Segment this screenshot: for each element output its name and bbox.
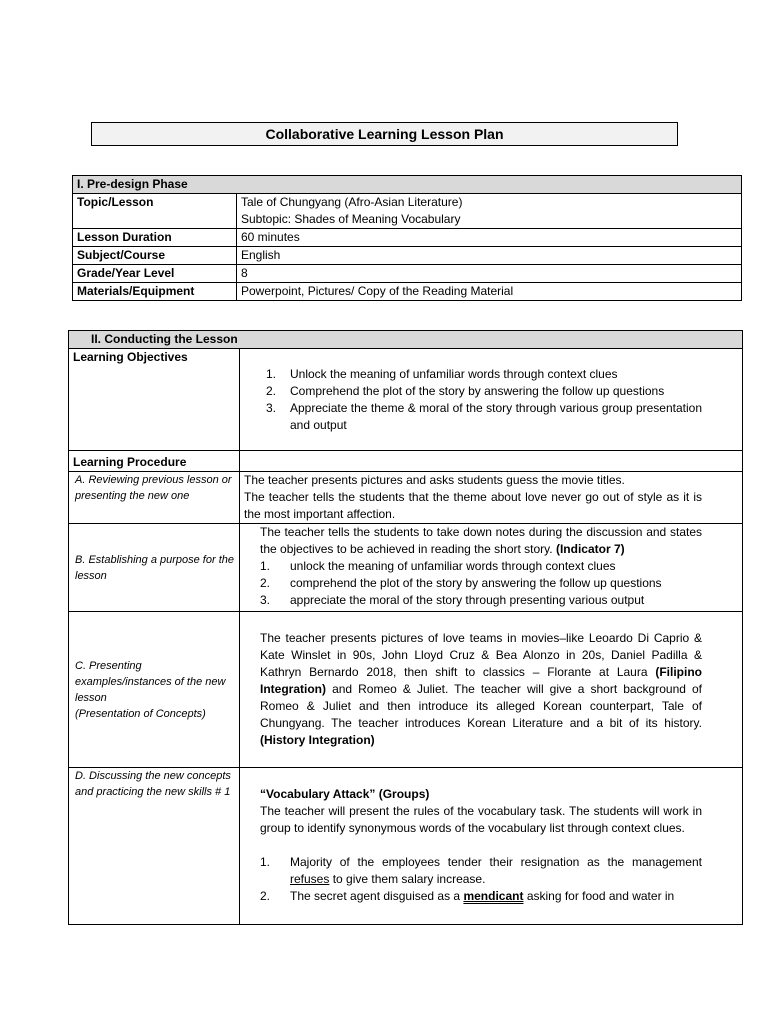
procedure-label: Learning Procedure <box>69 451 240 472</box>
step-c-text-1: The teacher presents pictures of love teams in movies–like Leoardo Di Caprio & Kate Winslet in 90s, John Lloyd Cruz & Bea Alonzo in 20s, Daniel Padilla & Kathryn Bernardo 2018, then shift to classics – Florante at Laura <box>260 631 702 679</box>
step-c-label: C. Presenting examples/instances of the new lesson (Presentation of Concepts) <box>69 612 240 768</box>
objective-item: 2. Comprehend the plot of the story by answering the follow up questions <box>266 384 665 398</box>
step-b-item: 2. comprehend the plot of the story by answering the follow up questions <box>260 576 662 590</box>
topic-label: Topic/Lesson <box>73 194 237 229</box>
step-b-item: 1. unlock the meaning of unfamiliar words through context clues <box>260 559 616 573</box>
conducting-table <box>68 330 743 925</box>
vocab-word-mendicant: mendicant <box>463 889 524 903</box>
step-b-content <box>240 524 743 612</box>
document-title: Collaborative Learning Lesson Plan <box>91 122 678 146</box>
step-d-text: The teacher will present the rules of the vocabulary task. The students will work in group to identify synonymous words of the vocabulary list through context clues. <box>260 804 702 835</box>
grade-value: 8 <box>237 265 742 283</box>
vocab-word-refuses: refuses <box>290 872 330 886</box>
topic-value <box>237 194 742 229</box>
objectives-cell <box>240 349 743 451</box>
objectives-list <box>260 366 702 434</box>
vocabulary-attack-title: “Vocabulary Attack” (Groups) <box>260 787 430 801</box>
step-c-text-2: and Romeo & Juliet. The teacher will give a short background of Romeo & Juliet and then introduce its alleged Korean counterpart, Tale of Chungyang. The teacher introduces Korean Literature and a bit of its history. <box>260 682 702 730</box>
step-b-list <box>260 558 702 609</box>
indicator-tag: (Indicator 7) <box>555 542 625 556</box>
subject-value: English <box>237 247 742 265</box>
predesign-header: I. Pre-design Phase <box>73 176 742 194</box>
step-b-item: 3. appreciate the moral of the story through presenting various output <box>260 593 645 607</box>
topic-main: Tale of Chungyang (Afro-Asian Literature) <box>241 195 463 209</box>
vocabulary-list <box>260 854 702 905</box>
vocabulary-item: 1. Majority of the employees tender their resignation as the management refuses to give them salary increase. <box>260 855 702 886</box>
filipino-integration-tag: (Filipino Integration) <box>260 665 702 696</box>
vocabulary-item: 2. The secret agent disguised as a mendicant asking for food and water in <box>260 889 675 903</box>
step-a-content <box>240 472 743 524</box>
predesign-table <box>72 175 742 301</box>
step-a-text-1: The teacher presents pictures and asks students guess the movie titles. <box>244 473 625 487</box>
objectives-label: Learning Objectives <box>69 349 240 451</box>
grade-label: Grade/Year Level <box>73 265 237 283</box>
objective-item: 1. Unlock the meaning of unfamiliar words through context clues <box>266 367 618 381</box>
step-d-content <box>240 768 743 925</box>
materials-label: Materials/Equipment <box>73 283 237 301</box>
topic-subtopic: Subtopic: Shades of Meaning Vocabulary <box>241 212 461 226</box>
conducting-header: II. Conducting the Lesson <box>69 331 743 349</box>
step-a-label: A. Reviewing previous lesson or presenting the new one <box>69 472 240 524</box>
step-d-label: D. Discussing the new concepts and practicing the new skills # 1 <box>69 768 240 925</box>
step-a-text-2: The teacher tells the students that the theme about love never go out of style as it is the most important affection. <box>244 490 702 521</box>
materials-value: Powerpoint, Pictures/ Copy of the Reading Material <box>237 283 742 301</box>
subject-label: Subject/Course <box>73 247 237 265</box>
step-c-content <box>240 612 743 768</box>
step-b-intro: The teacher tells the students to take down notes during the discussion and states the objectives to be achieved in reading the short story. (Indicator 7) <box>260 525 702 556</box>
step-b-label: B. Establishing a purpose for the lesson <box>69 524 240 612</box>
duration-label: Lesson Duration <box>73 229 237 247</box>
objective-item: 3. Appreciate the theme & moral of the story through various group presentation and output <box>266 401 702 432</box>
history-integration-tag: (History Integration) <box>260 733 375 747</box>
duration-value: 60 minutes <box>237 229 742 247</box>
procedure-empty <box>240 451 743 472</box>
